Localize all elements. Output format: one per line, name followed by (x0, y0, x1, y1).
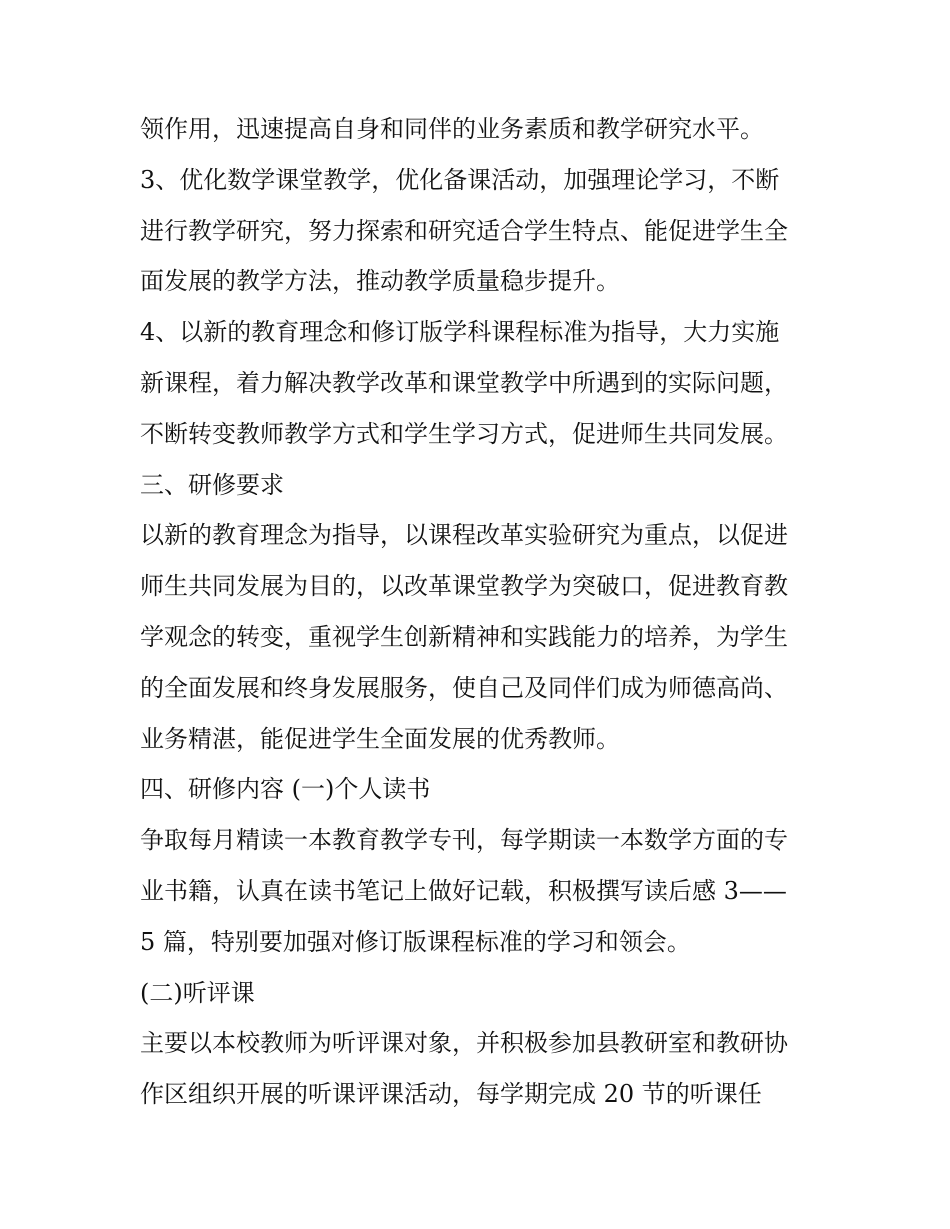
text-line: 4、以新的教育理念和修订版学科课程标准为指导，大力实施 (140, 318, 780, 347)
subsection-heading: (二)听评课 (140, 978, 255, 1007)
text-line: 新课程，着力解决教学改革和课堂教学中所遇到的实际问题， (140, 368, 788, 397)
text-line: 进行教学研究，努力探索和研究适合学生特点、能促进学生全 (140, 216, 788, 245)
text-line: 业书籍，认真在读书笔记上做好记载，积极撰写读后感 3—— (140, 876, 787, 905)
text-line: 争取每月精读一本教育教学专刊，每学期读一本数学方面的专 (140, 826, 788, 855)
document-body (140, 104, 820, 1120)
text-line: 不断转变教师教学方式和学生学习方式，促进师生共同发展。 (140, 419, 788, 448)
text-line: 以新的教育理念为指导，以课程改革实验研究为重点，以促进 (140, 521, 788, 550)
text-line: 学观念的转变，重视学生创新精神和实践能力的培养，为学生 (140, 622, 788, 651)
section-heading: 三、研修要求 (140, 470, 284, 499)
text-line: 5 篇，特别要加强对修订版课程标准的学习和领会。 (140, 927, 691, 956)
text-line: 业务精湛，能促进学生全面发展的优秀教师。 (140, 724, 620, 753)
text-line: 面发展的教学方法，推动教学质量稳步提升。 (140, 267, 620, 296)
text-line: 3、优化数学课堂教学，优化备课活动，加强理论学习，不断 (140, 165, 780, 194)
text-line: 领作用，迅速提高自身和同伴的业务素质和教学研究水平。 (140, 115, 764, 143)
text-line: 的全面发展和终身发展服务，使自己及同伴们成为师德高尚、 (140, 673, 788, 702)
text-line: 主要以本校教师为听评课对象，并积极参加县教研室和教研协 (140, 1029, 788, 1058)
text-line: 作区组织开展的听课评课活动，每学期完成 20 节的听课任 (140, 1080, 762, 1109)
section-heading: 四、研修内容 (一)个人读书 (140, 775, 431, 804)
text-line: 师生共同发展为目的，以改革课堂教学为突破口，促进教育教 (140, 572, 788, 601)
